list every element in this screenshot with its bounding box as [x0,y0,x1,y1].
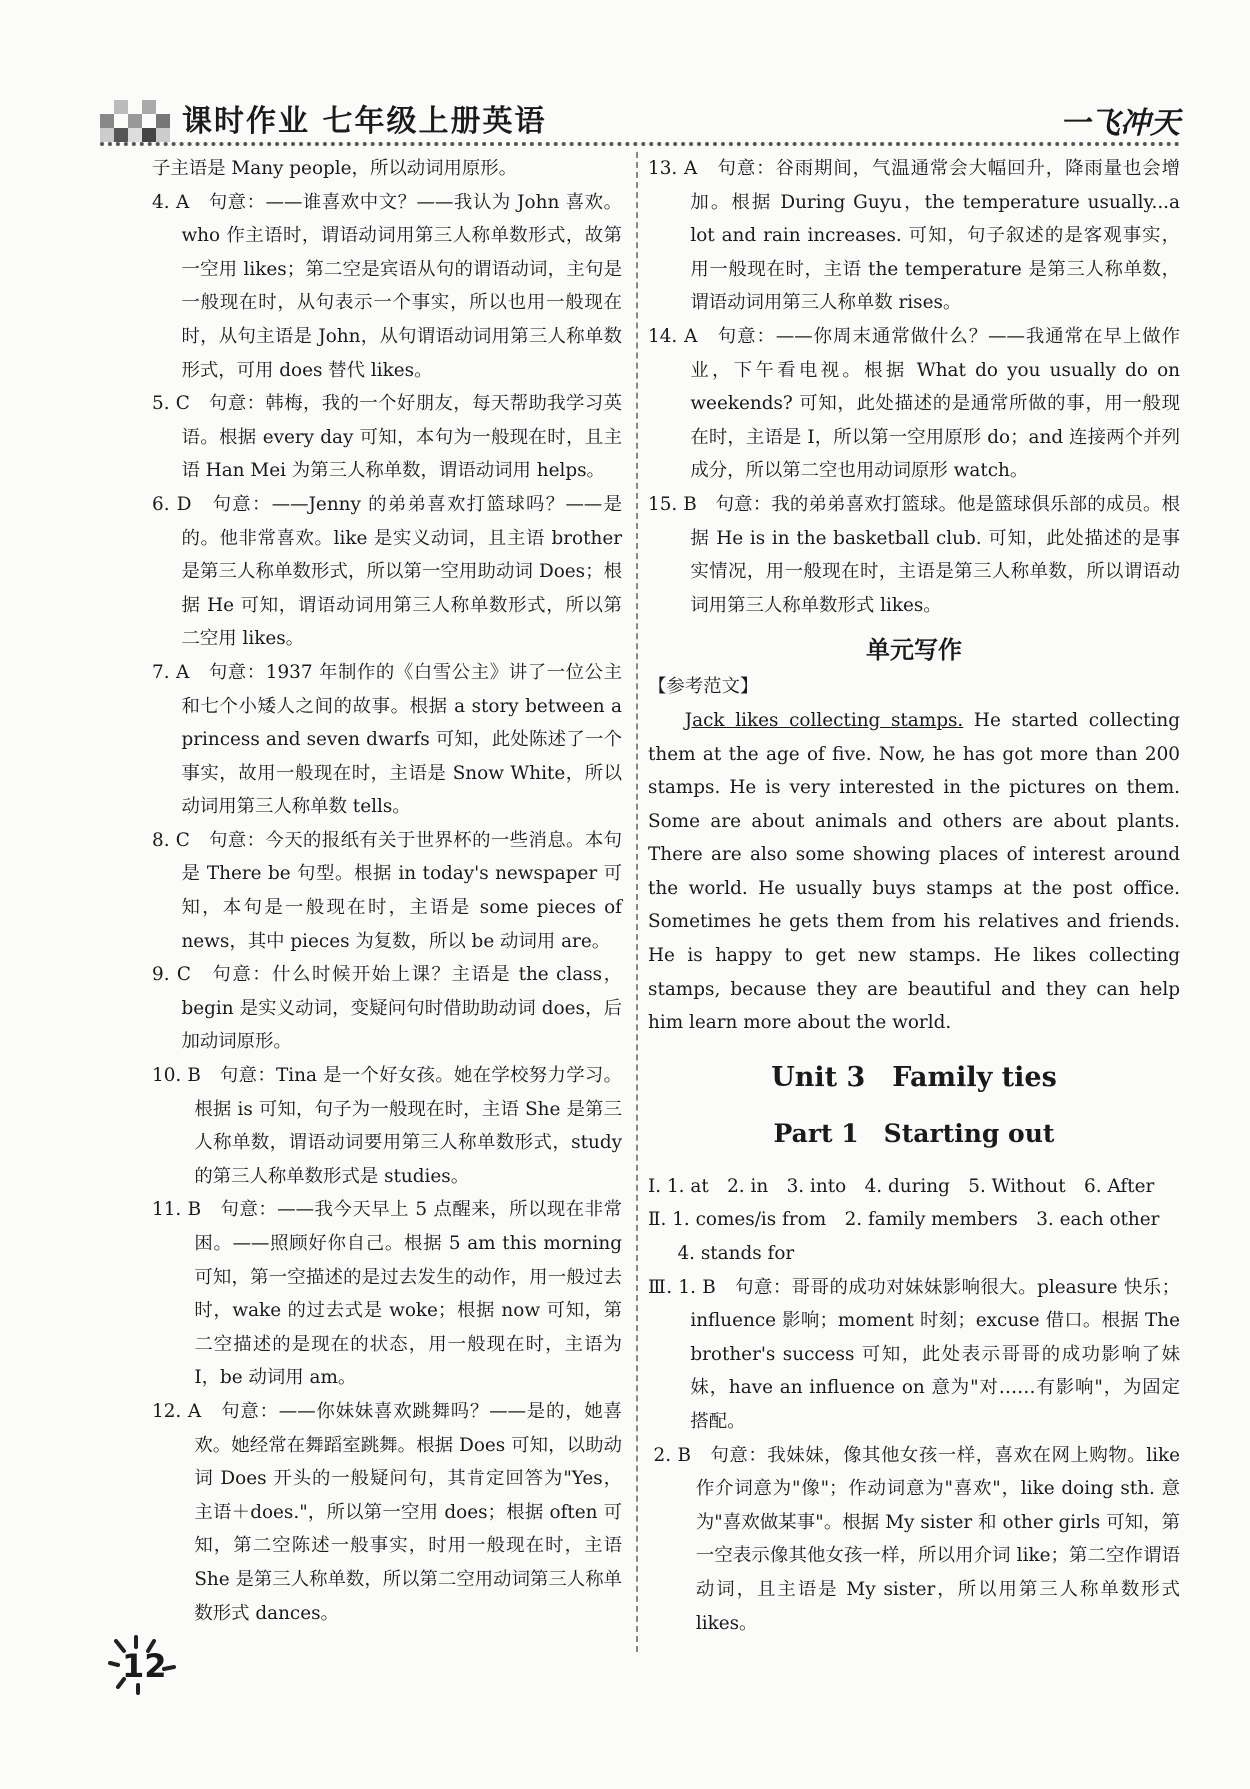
checker-logo-icon [100,100,170,142]
answer-item: 8. C 句意：今天的报纸有关于世界杯的一些消息。本句是 There be 句型。根据 in today's newspaper 可知，本句是一般现在时，主语是 some pieces of news，其中 pieces 为复数，所以 be 动词用 are。 [152,829,622,952]
answer-item: 4. A 句意：——谁喜欢中文？——我认为 John 喜欢。who 作主语时，谓语动词用第三人称单数形式，故第一空用 likes；第二空是宾语从句的谓语动词，主句是一般现在时，从句表示一个事实，所以也用一般现在时，从句主语是 John，从句谓语动词用第三人称单数形式，可用 does 替代 likes。 [152,191,622,381]
answer-item: 15. B 句意：我的弟弟喜欢打篮球。他是篮球俱乐部的成员。根据 He is in the basketball club. 可知，此处描述的是事实情况，用一般现在时，主语是第三人称单数，所以谓语动词用第三人称单数形式 likes。 [648,493,1180,616]
answer-item: 6. D 句意：——Jenny 的弟弟喜欢打篮球吗？——是的。他非常喜欢。like 是实义动词，且主语 brother 是第三人称单数形式，所以第一空用助动词 Does；根据 He 可知，谓语动词用第三人称单数形式，所以第二空用 likes。 [152,493,622,650]
answer-item: 13. A 句意：谷雨期间，气温通常会大幅回升，降雨量也会增加。根据 During Guyu，the temperature usually...a lot and rain increases. 可知，句子叙述的是客观事实，用一般现在时，主语 the temperature 是第三人称单数，谓语动词用第三人称单数 rises。 [648,158,1180,314]
writing-heading: 单元写作 [866,636,962,665]
answer-item: 10. B 句意：Tina 是一个好女孩。她在学校努力学习。根据 is 可知，句子为一般现在时，主语 She 是第三人称单数，谓语动词要用第三人称单数形式，study 的第三人称单数形式是 studies。 [152,1065,622,1187]
header-rule [100,142,1180,146]
sample-essay-label: 【参考范文】 [648,676,759,698]
answer-item: 5. C 句意：韩梅，我的一个好朋友，每天帮助我学习英语。根据 every day 可知，本句为一般现在时，且主语 Han Mei 为第三人称单数，谓语动词用 helps。 [152,393,622,482]
column-divider [636,152,638,1652]
series-title: 课时作业 七年级上册英语 [182,104,547,139]
brand-name: 一飞冲天 [1060,106,1180,141]
answer-item: 11. B 句意：——我今天早上 5 点醒来，所以现在非常困。——照顾好你自己。根据 5 am this morning 可知，第一空描述的是过去发生的动作，用一般过去时，wake 的过去式是 woke；根据 now 可知，第二空描述的是现在的状态，用一般现在时，主语为 I，be 动词用 am。 [152,1199,622,1389]
page-header [100,92,1180,148]
page-number: 12 [122,1647,167,1685]
answer-line: Ⅰ. 1. at 2. in 3. into 4. during 5. Without 6. After [648,1175,1155,1197]
left-column [152,152,622,1630]
answer-item: 2. B 句意：我妹妹，像其他女孩一样，喜欢在网上购物。like 作介词意为"像"；作动词意为"喜欢"，like doing sth. 意为"喜欢做某事"。根据 My sister 和 other girls 可知，第一空表示像其他女孩一样，所以用介词 like；第二空作谓语动词，且主语是 My sister，所以用第三人称单数形式 likes。 [653,1444,1180,1634]
essay-first-sentence: Jack likes collecting stamps. [684,709,964,731]
sample-essay [648,704,1180,1040]
answer-item: 7. A 句意：1937 年制作的《白雪公主》讲了一位公主和七个小矮人之间的故事。根据 a story between a princess and seven dwarfs 可知，此处陈述了一个事实，故用一般现在时，主语是 Snow White，所以动词用第三人称单数 tells。 [152,661,622,818]
page-number-badge [108,1635,178,1695]
answer-item: 9. C 句意：什么时候开始上课？主语是 the class，begin 是实义动词，变疑问句时借助助动词 does，后加动词原形。 [152,964,622,1053]
answer-continuation: 子主语是 Many people，所以动词用原形。 [152,158,518,179]
right-column [648,152,1180,1640]
essay-body: He started collecting them at the age of five. Now, he has got more than 200 stamps. He is very interested in the pictures on them. Some are about animals and others are about plants. There are also some showing places of interest around the world. He usually buys stamps at the post office. Sometimes he gets them from his relatives and friends. He is happy to get new stamps. He likes collecting stamps, because they are beautiful and they can help him learn more about the world. [648,709,1180,1034]
answer-item: 12. A 句意：——你妹妹喜欢跳舞吗？——是的，她喜欢。她经常在舞蹈室跳舞。根据 Does 可知，以助动词 Does 开头的一般疑问句，其肯定回答为"Yes，主语＋does."，所以第一空用 does；根据 often 可知，第二空陈述一般事实，时用一般现在时，主语 She 是第三人称单数，所以第二空用动词第三人称单数形式 dances。 [152,1400,622,1624]
answer-item: 14. A 句意：——你周末通常做什么？——我通常在早上做作业，下午看电视。根据 What do you usually do on weekends? 可知，此处描述的是通常所做的事，用一般现在时，主语是 I，所以第一空用原形 do；and 连接两个并列成分，所以第二空也用动词原形 watch。 [648,325,1180,482]
answer-line: 4. stands for [677,1243,795,1265]
unit-title: Unit 3 Family ties [771,1061,1057,1093]
answer-line: Ⅱ. 1. comes/is from 2. family members 3. each other [648,1209,1160,1231]
answer-item: Ⅲ. 1. B 句意：哥哥的成功对妹妹影响很大。pleasure 快乐；influence 影响；moment 时刻；excuse 借口。根据 The brother's success 可知，此处表示哥哥的成功影响了妹妹，have an influence on 意为"对……有影响"，为固定搭配。 [648,1276,1180,1432]
part-title: Part 1 Starting out [773,1118,1055,1148]
